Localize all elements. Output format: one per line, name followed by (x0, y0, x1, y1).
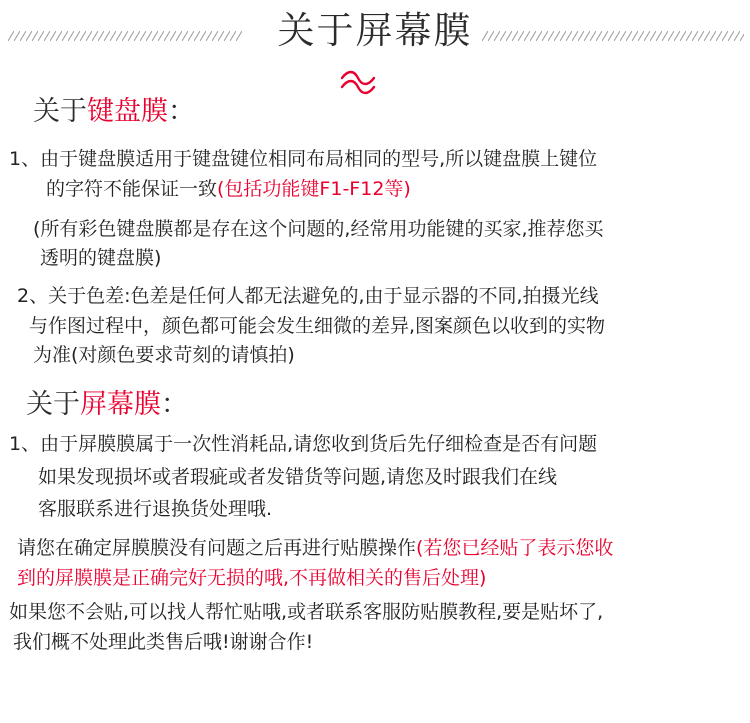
screen-note-red: (若您已经贴了表示您收 (416, 537, 614, 559)
keyboard-note-line2: 透明的键盘膜) (40, 247, 162, 269)
heading-highlight: 键盘膜 (87, 96, 168, 127)
screen-note-line2: 到的屏膜膜是正确完好无损的哦,不再做相关的售后处理) (17, 567, 487, 589)
color-diff-line2: 与作图过程中，颜色都可能会发生细微的差异,图案颜色以收到的实物 (29, 315, 606, 337)
tail-line1: 如果您不会贴,可以找人帮忙贴哦,或者联系客服防贴膜教程,要是贴坏了, (9, 601, 604, 623)
heading-highlight: 屏幕膜 (80, 389, 161, 420)
heading-prefix: 关于 (26, 389, 80, 420)
tail-line2: 我们概不处理此类售后哦!谢谢合作! (13, 631, 314, 653)
keyboard-item1-line1: 1、由于键盘膜适用于键盘键位相同布局相同的型号,所以键盘膜上键位 (9, 148, 598, 170)
section-heading-keyboard-film (33, 92, 195, 132)
screen-note-text: 请您在确定屏膜膜没有问题之后再进行贴膜操作 (17, 537, 417, 559)
keyboard-item1-line2 (46, 176, 411, 202)
screen-item1-line2: 如果发现损坏或者瑕疵或者发错货等问题,请您及时跟我们在线 (38, 466, 558, 488)
page-title: 关于屏幕膜 (277, 9, 473, 52)
screen-item1-line1: 1、由于屏膜膜属于一次性消耗品,请您收到货后先仔细检查是否有问题 (9, 433, 598, 455)
squiggle-divider-icon (338, 66, 378, 96)
heading-prefix: 关于 (33, 96, 87, 127)
screen-note-line1 (17, 535, 613, 561)
section-heading-screen-film (26, 385, 188, 425)
screen-item1-line3: 客服联系进行退换货处理哦. (38, 498, 273, 520)
color-diff-line3: 为准(对颜色要求苛刻的请慎拍) (33, 344, 295, 366)
heading-suffix: ： (161, 389, 188, 420)
keyboard-note-line1: (所有彩色键盘膜都是存在这个问题的,经常用功能键的买家,推荐您买 (33, 218, 604, 240)
heading-suffix: ： (168, 96, 195, 127)
color-diff-line1: 2、关于色差:色差是任何人都无法避免的,由于显示器的不同,拍摄光线 (17, 285, 599, 307)
keyboard-item1-note: (包括功能键F1-F12等) (217, 178, 411, 200)
keyboard-item1-text: 的字符不能保证一致 (46, 178, 218, 200)
